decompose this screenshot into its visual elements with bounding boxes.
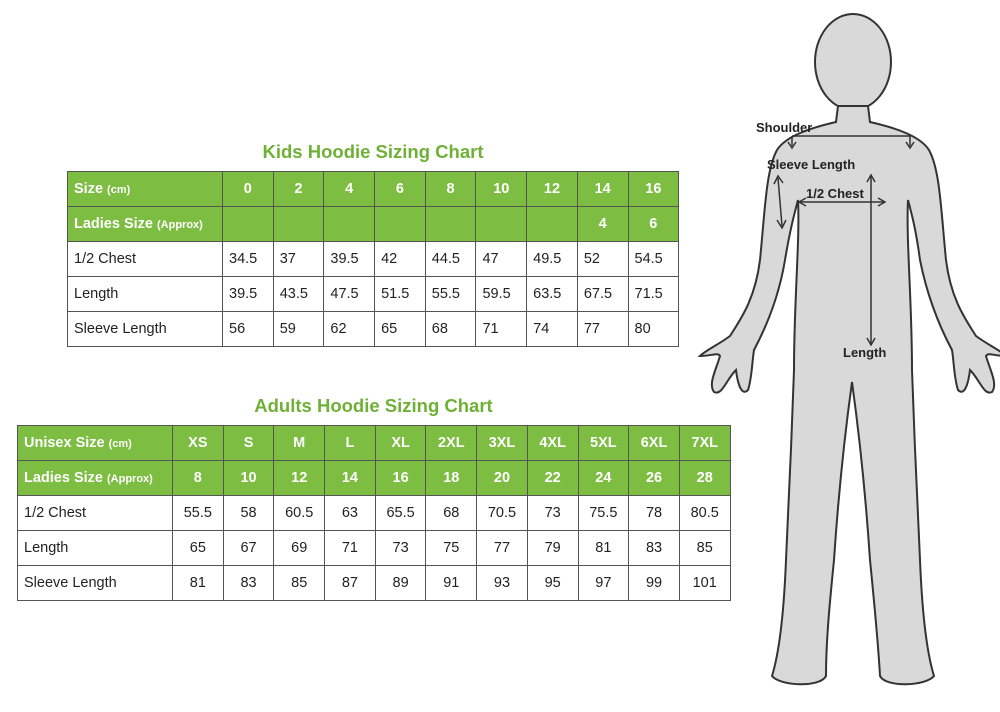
measurement-value: 60.5 <box>274 496 325 531</box>
measurement-value: 83 <box>629 531 680 566</box>
header-label-cell <box>18 426 173 461</box>
measurement-label: Sleeve Length <box>18 566 173 601</box>
header-size-cell: 6 <box>628 207 679 242</box>
measurement-label: 1/2 Chest <box>68 242 223 277</box>
header-size-cell: 26 <box>629 461 680 496</box>
header-size-cell <box>425 207 476 242</box>
header-size-cell <box>223 207 274 242</box>
shoulder-label: Shoulder <box>756 120 813 135</box>
measurement-value: 34.5 <box>223 242 274 277</box>
measurement-value: 93 <box>477 566 528 601</box>
header-label-cell <box>18 461 173 496</box>
header-size-cell: 7XL <box>679 426 730 461</box>
header-size-cell: 4 <box>577 207 628 242</box>
header-size-cell: 4XL <box>527 426 578 461</box>
measurement-value: 91 <box>426 566 477 601</box>
measurement-value: 63 <box>325 496 376 531</box>
measurement-value: 97 <box>578 566 629 601</box>
header-size-cell <box>476 207 527 242</box>
header-label-cell <box>68 207 223 242</box>
header-label-cell <box>68 172 223 207</box>
table-row <box>18 566 731 601</box>
header-size-cell: 8 <box>173 461 224 496</box>
measurement-value: 37 <box>273 242 324 277</box>
measurement-value: 67.5 <box>577 277 628 312</box>
measurement-value: 77 <box>477 531 528 566</box>
measurement-value: 49.5 <box>527 242 578 277</box>
adults-table-body <box>18 426 731 601</box>
measurement-value: 65 <box>375 312 426 347</box>
measurement-value: 58 <box>223 496 274 531</box>
header-size-cell: 20 <box>477 461 528 496</box>
header-unit-note: (Approx) <box>157 219 203 231</box>
header-size-cell <box>324 207 375 242</box>
header-size-cell: L <box>325 426 376 461</box>
measurement-value: 83 <box>223 566 274 601</box>
measurement-value: 56 <box>223 312 274 347</box>
sleeve-length-label: Sleeve Length <box>767 157 856 172</box>
adults-chart-title: Adults Hoodie Sizing Chart <box>254 395 493 416</box>
measurement-value: 78 <box>629 496 680 531</box>
measurement-value: 85 <box>679 531 730 566</box>
measurement-value: 68 <box>426 496 477 531</box>
measurement-value: 71 <box>476 312 527 347</box>
kids-size-table <box>67 171 679 347</box>
measurement-value: 59.5 <box>476 277 527 312</box>
header-size-cell: 5XL <box>578 426 629 461</box>
measurement-value: 55.5 <box>173 496 224 531</box>
table-row <box>68 312 679 347</box>
table-row <box>18 531 731 566</box>
measurement-value: 55.5 <box>425 277 476 312</box>
measurement-label: 1/2 Chest <box>18 496 173 531</box>
header-row <box>68 207 679 242</box>
header-size-cell: 14 <box>325 461 376 496</box>
header-size-cell: 6 <box>375 172 426 207</box>
measurement-value: 51.5 <box>375 277 426 312</box>
header-size-cell: 2XL <box>426 426 477 461</box>
measurement-value: 52 <box>577 242 628 277</box>
measurement-value: 59 <box>273 312 324 347</box>
header-size-cell: 14 <box>577 172 628 207</box>
measurement-value: 71 <box>325 531 376 566</box>
header-size-cell: 12 <box>274 461 325 496</box>
measurement-value: 81 <box>578 531 629 566</box>
header-label: Ladies Size <box>74 216 153 232</box>
header-size-cell <box>273 207 324 242</box>
kids-chart-title: Kids Hoodie Sizing Chart <box>262 141 484 162</box>
measurement-value: 74 <box>527 312 578 347</box>
header-size-cell: 0 <box>223 172 274 207</box>
header-size-cell: 28 <box>679 461 730 496</box>
header-label: Ladies Size <box>24 470 103 486</box>
header-size-cell: M <box>274 426 325 461</box>
header-label: Size <box>74 181 104 197</box>
measurement-value: 54.5 <box>628 242 679 277</box>
header-size-cell: XS <box>173 426 224 461</box>
length-label: Length <box>843 345 887 360</box>
measurement-value: 43.5 <box>273 277 324 312</box>
measurement-value: 79 <box>527 531 578 566</box>
measurement-value: 101 <box>679 566 730 601</box>
table-row <box>18 496 731 531</box>
header-row <box>68 172 679 207</box>
measurement-value: 80.5 <box>679 496 730 531</box>
kids-table-body <box>68 172 679 347</box>
measurement-value: 44.5 <box>425 242 476 277</box>
measurement-value: 77 <box>577 312 628 347</box>
measurement-label: Length <box>18 531 173 566</box>
header-size-cell: 12 <box>527 172 578 207</box>
header-label: Unisex Size <box>24 435 105 451</box>
header-size-cell <box>375 207 426 242</box>
measurement-value: 63.5 <box>527 277 578 312</box>
header-size-cell: 3XL <box>477 426 528 461</box>
header-size-cell: XL <box>375 426 426 461</box>
header-size-cell: S <box>223 426 274 461</box>
header-size-cell: 4 <box>324 172 375 207</box>
header-row <box>18 461 731 496</box>
measurement-value: 65 <box>173 531 224 566</box>
table-row <box>68 277 679 312</box>
measurement-value: 75 <box>426 531 477 566</box>
measurement-value: 71.5 <box>628 277 679 312</box>
measurement-value: 73 <box>375 531 426 566</box>
measurement-value: 75.5 <box>578 496 629 531</box>
measurement-value: 69 <box>274 531 325 566</box>
measurement-value: 81 <box>173 566 224 601</box>
header-size-cell: 10 <box>223 461 274 496</box>
measurement-value: 62 <box>324 312 375 347</box>
header-size-cell: 16 <box>375 461 426 496</box>
measurement-value: 99 <box>629 566 680 601</box>
measurement-value: 65.5 <box>375 496 426 531</box>
header-size-cell: 2 <box>273 172 324 207</box>
measurement-label: Length <box>68 277 223 312</box>
measurement-value: 47.5 <box>324 277 375 312</box>
header-unit-note: (cm) <box>107 184 131 196</box>
measurement-label: Sleeve Length <box>68 312 223 347</box>
header-size-cell: 8 <box>425 172 476 207</box>
header-size-cell: 16 <box>628 172 679 207</box>
measurement-value: 89 <box>375 566 426 601</box>
measurement-value: 95 <box>527 566 578 601</box>
header-size-cell: 22 <box>527 461 578 496</box>
body-measurement-figure <box>690 0 1000 707</box>
measurement-value: 85 <box>274 566 325 601</box>
adults-size-table <box>17 425 731 601</box>
measurement-value: 73 <box>527 496 578 531</box>
header-unit-note: (Approx) <box>107 473 153 485</box>
measurement-value: 47 <box>476 242 527 277</box>
header-size-cell: 24 <box>578 461 629 496</box>
measurement-value: 70.5 <box>477 496 528 531</box>
measurement-value: 39.5 <box>324 242 375 277</box>
header-size-cell: 6XL <box>629 426 680 461</box>
measurement-value: 87 <box>325 566 376 601</box>
header-unit-note: (cm) <box>108 438 132 450</box>
measurement-value: 67 <box>223 531 274 566</box>
measurement-value: 39.5 <box>223 277 274 312</box>
measurement-value: 42 <box>375 242 426 277</box>
header-row <box>18 426 731 461</box>
header-size-cell: 18 <box>426 461 477 496</box>
header-size-cell: 10 <box>476 172 527 207</box>
measurement-value: 80 <box>628 312 679 347</box>
measurement-value: 68 <box>425 312 476 347</box>
chest-label: 1/2 Chest <box>806 186 864 201</box>
header-size-cell <box>527 207 578 242</box>
table-row <box>68 242 679 277</box>
